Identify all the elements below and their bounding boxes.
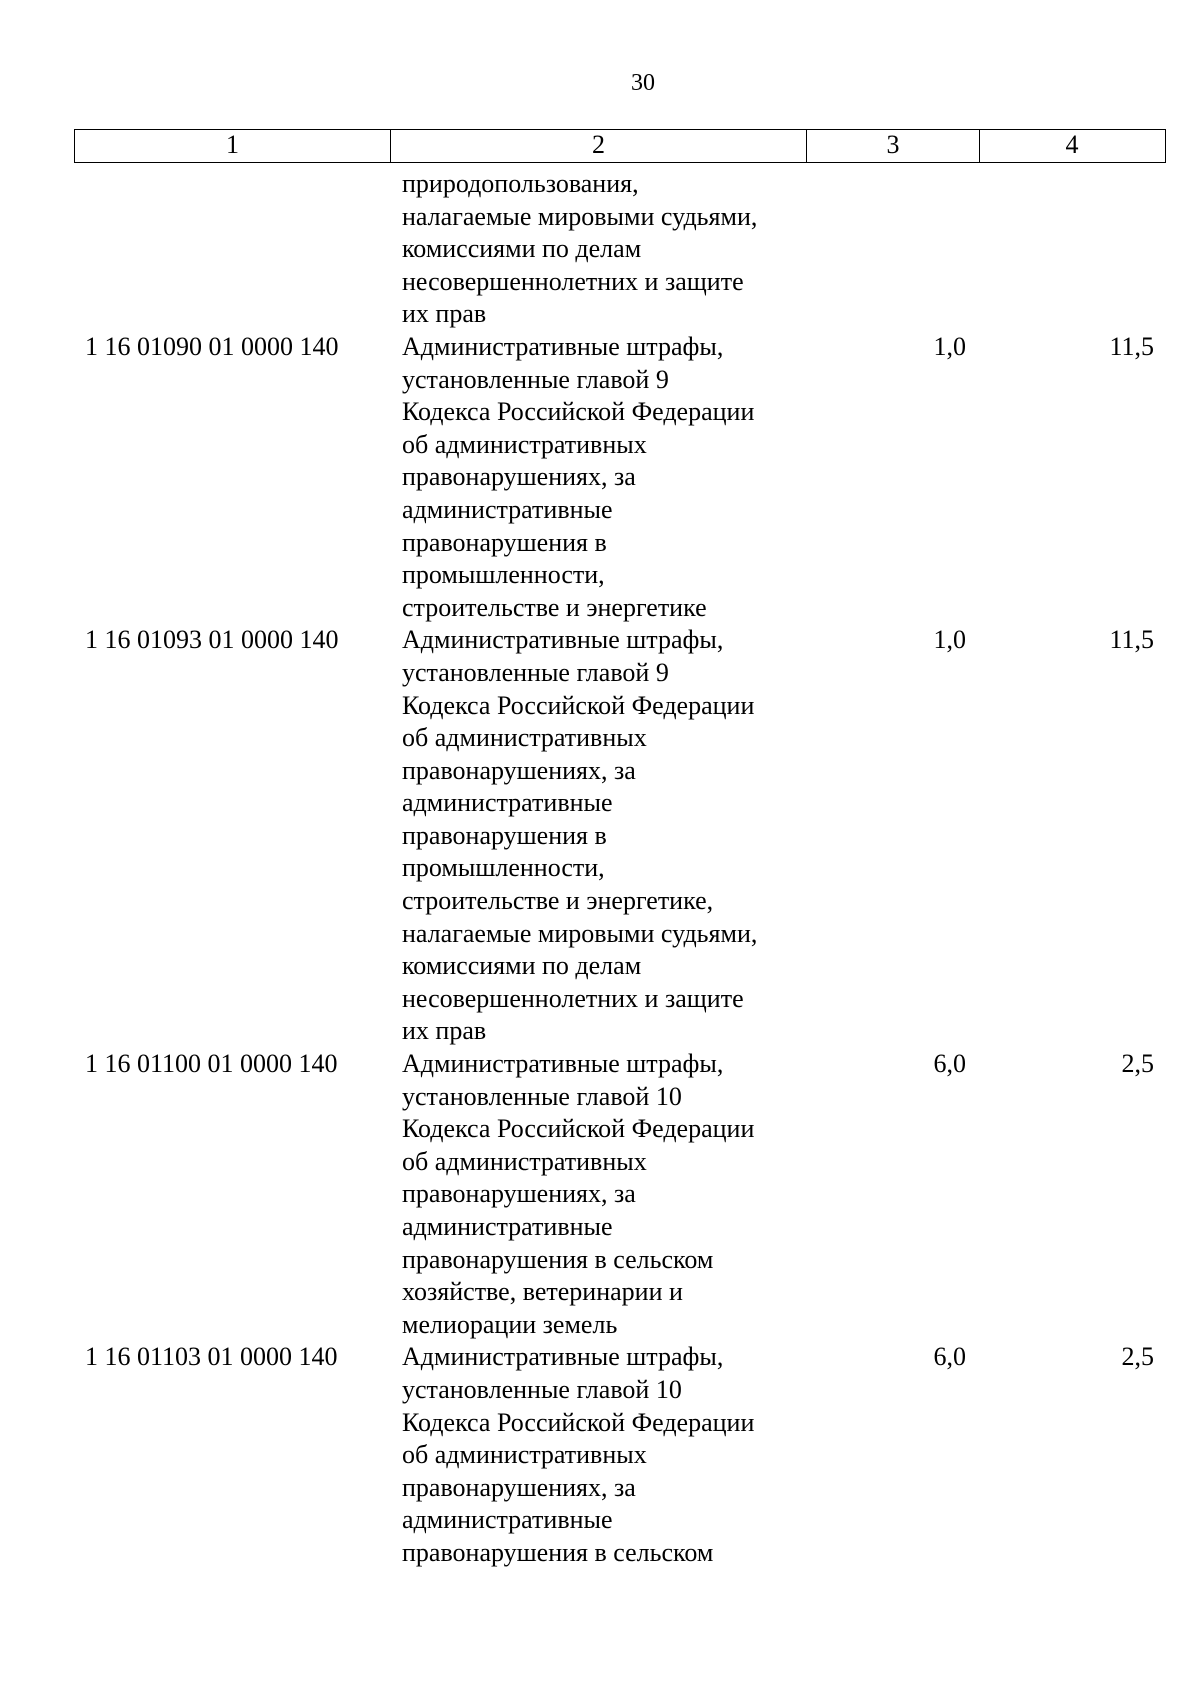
value-column-3: 1,0 xyxy=(933,625,966,655)
description-line: Кодекса Российской Федерации xyxy=(402,1114,755,1144)
description-line: об административных xyxy=(402,1146,647,1176)
budget-code: 1 16 01093 01 0000 140 xyxy=(85,625,339,655)
description-line: промышленности, xyxy=(402,560,605,590)
description-line: мелиорации земель xyxy=(402,1309,618,1339)
description-line: строительстве и энергетике xyxy=(402,592,707,622)
description-line: административные xyxy=(402,1212,613,1241)
description-line: промышленности, xyxy=(402,853,605,883)
description-line: налагаемые мировыми судьями, xyxy=(402,201,758,231)
description-line: административные xyxy=(402,1505,613,1535)
description-line: Кодекса Российской Федерации xyxy=(402,690,755,720)
column-header-3: 3 xyxy=(807,130,980,162)
column-header-1: 1 xyxy=(75,130,391,162)
table-header xyxy=(74,129,1166,163)
description-line: Административные штрафы, xyxy=(402,1342,724,1372)
column-header-4: 4 xyxy=(1065,130,1079,159)
description-line: правонарушениях, за xyxy=(402,1179,636,1209)
description-line: хозяйстве, ветеринарии и xyxy=(402,1277,683,1307)
description-line: об административных xyxy=(402,1440,647,1470)
description-line: правонарушениях, за xyxy=(402,1472,636,1502)
description-line: несовершеннолетних и защите xyxy=(402,983,744,1013)
description-line: природопользования, xyxy=(402,169,639,198)
page-number: 30 xyxy=(631,70,655,96)
description-line: строительстве и энергетике, xyxy=(402,886,714,916)
description-line: Административные штрафы, xyxy=(402,1049,724,1079)
description-line: правонарушениях, за xyxy=(402,462,636,492)
description-line: их прав xyxy=(402,299,487,329)
table-row xyxy=(0,1341,1200,1569)
income-description xyxy=(402,1341,802,1569)
description-line: административные xyxy=(402,494,613,524)
value-column-4: 2,5 xyxy=(1121,1049,1154,1079)
description-line: комиссиями по делам xyxy=(402,234,642,264)
income-description xyxy=(402,331,802,624)
description-line: установленные главой 9 xyxy=(402,657,669,687)
budget-code: 1 16 01090 01 0000 140 xyxy=(85,331,339,361)
description-line: правонарушения в xyxy=(402,820,607,850)
description-line: установленные главой 10 xyxy=(402,1081,682,1111)
description-line: Административные штрафы, xyxy=(402,625,724,655)
value-column-4: 11,5 xyxy=(1109,331,1154,361)
description-line: Административные штрафы, xyxy=(402,331,724,361)
description-line: правонарушения в сельском xyxy=(402,1537,714,1567)
description-line: несовершеннолетних и защите xyxy=(402,266,744,296)
income-description xyxy=(402,168,802,331)
description-line: установленные главой 10 xyxy=(402,1374,682,1404)
description-line: об административных xyxy=(402,723,647,753)
value-column-4: 11,5 xyxy=(1109,625,1154,655)
description-line: Кодекса Российской Федерации xyxy=(402,1407,755,1437)
description-line: правонарушениях, за xyxy=(402,755,636,785)
value-column-3: 6,0 xyxy=(933,1049,966,1079)
table-row xyxy=(0,331,1200,624)
description-line: об административных xyxy=(402,429,647,459)
description-line: правонарушения в сельском xyxy=(402,1244,714,1274)
description-line: их прав xyxy=(402,1016,487,1046)
budget-code: 1 16 01103 01 0000 140 xyxy=(85,1342,338,1372)
table-row xyxy=(0,624,1200,1048)
description-line: правонарушения в xyxy=(402,527,607,557)
value-column-4: 2,5 xyxy=(1121,1342,1154,1372)
description-line: налагаемые мировыми судьями, xyxy=(402,918,758,948)
table-row xyxy=(0,1048,1200,1341)
income-description xyxy=(402,624,802,1048)
column-header-2: 2 xyxy=(391,130,807,162)
description-line: установленные главой 9 xyxy=(402,364,669,394)
table-row xyxy=(0,168,1200,331)
description-line: комиссиями по делам xyxy=(402,951,642,981)
value-column-3: 1,0 xyxy=(933,331,966,361)
budget-code: 1 16 01100 01 0000 140 xyxy=(85,1049,338,1079)
description-line: административные xyxy=(402,788,613,818)
value-column-3: 6,0 xyxy=(933,1342,966,1372)
table-body xyxy=(0,168,1200,1570)
income-description xyxy=(402,1048,802,1341)
description-line: Кодекса Российской Федерации xyxy=(402,397,755,427)
